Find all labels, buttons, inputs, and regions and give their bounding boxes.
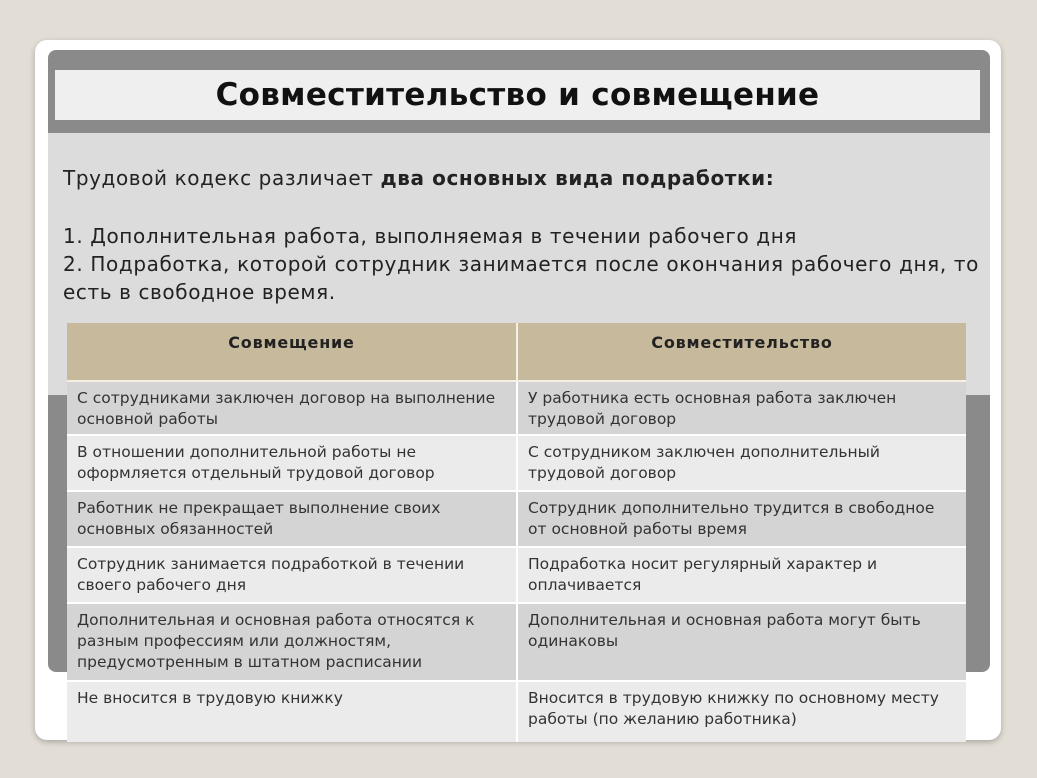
table-cell: С сотрудниками заключен договор на выполнение основной работы (67, 381, 517, 435)
list-item-1: 1. Дополнительная работа, выполняемая в течении рабочего дня (63, 224, 798, 248)
header-sovmestitelstvo: Совместительство (517, 323, 966, 381)
table-cell: Не вносится в трудовую книжку (67, 681, 517, 742)
header-sovmeshchenie: Совмещение (67, 323, 517, 381)
intro-prefix: Трудовой кодекс различает (63, 166, 381, 190)
table-row (67, 681, 966, 742)
table-cell: У работника есть основная работа заключен трудовой договор (517, 381, 966, 435)
table-cell: Вносится в трудовую книжку по основному месту работы (по желанию работника) (517, 681, 966, 742)
table-cell: С сотрудником заключен дополнительный трудовой договор (517, 435, 966, 491)
table-row (67, 491, 966, 547)
slide-title: Совместительство и совмещение (215, 77, 820, 113)
table-cell: Работник не прекращает выполнение своих основных обязанностей (67, 491, 517, 547)
table-cell: Подработка носит регулярный характер и оплачивается (517, 547, 966, 603)
list-item-2: 2. Подработка, которой сотрудник занимается после окончания рабочего дня, то есть в свободное время. (63, 252, 979, 304)
table-cell: Сотрудник дополнительно трудится в свободное от основной работы время (517, 491, 966, 547)
title-bar (55, 70, 980, 120)
table-cell: Дополнительная и основная работа относятся к разным профессиям или должностям, предусмотренным в штатном расписании (67, 603, 517, 681)
comparison-table (67, 323, 966, 742)
intro-bold: два основных вида подработки: (380, 166, 775, 190)
table-cell: Дополнительная и основная работа могут быть одинаковы (517, 603, 966, 681)
table-row (67, 547, 966, 603)
intro-text (63, 166, 979, 190)
table-row (67, 435, 966, 491)
table-cell: Сотрудник занимается подработкой в течении своего рабочего дня (67, 547, 517, 603)
table-header-row (67, 323, 966, 381)
table-cell: В отношении дополнительной работы не оформляется отдельный трудовой договор (67, 435, 517, 491)
table-row (67, 603, 966, 681)
table-row (67, 381, 966, 435)
